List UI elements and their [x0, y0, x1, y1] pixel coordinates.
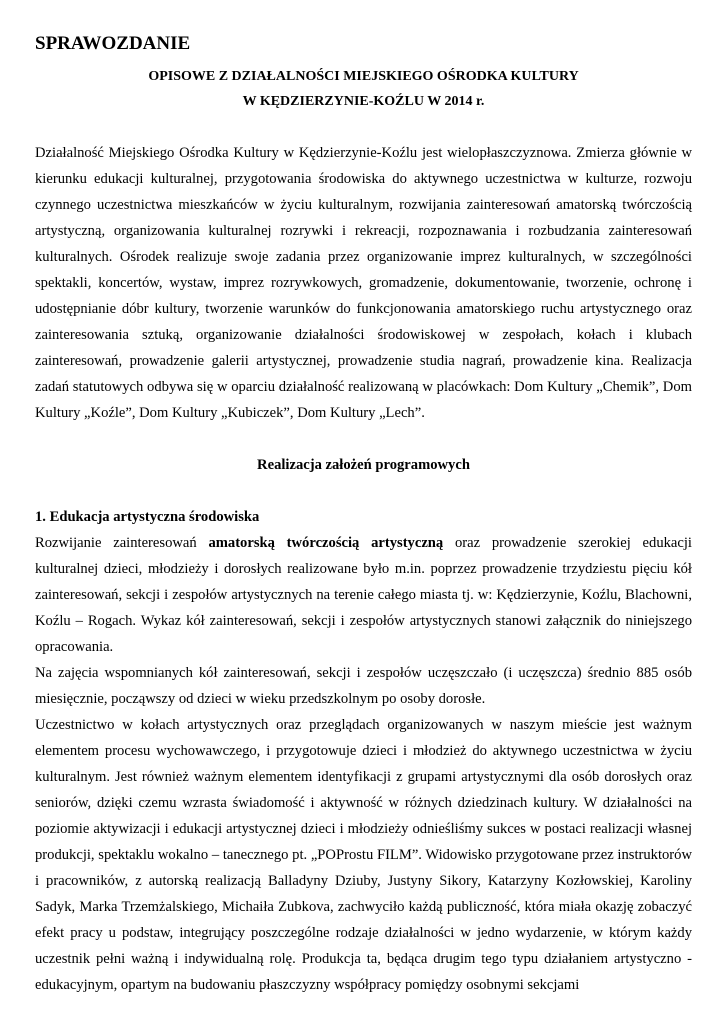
paragraph-1-rest: oraz prowadzenie szerokiej edukacji kulturalnej dzieci, młodzieży i dorosłych realizowane było m.in. poprzez prowadzenie trzydziestu pięciu kół zainteresowań, sekcji i zespołów artystycznych na terenie całego miasta tj. w: Kędzierzynie, Koźlu, Blachowni, Koźlu – Rogach. Wykaz kół zainteresowań, sekcji i zespołów artystycznych stanowi załącznik do niniejszego opracowania. — [35, 535, 692, 655]
paragraph-3: Uczestnictwo w kołach artystycznych oraz przeglądach organizowanych w naszym mieście jest ważnym elementem procesu wychowawczego, i przygotowuje dzieci i młodzież do aktywnego uczestnictwa w życiu kulturalnym. Jest również ważnym elementem identyfikacji z grupami artystycznymi dla osób dorosłych oraz seniorów, dzięki czemu wzrasta świadomość i aktywność w różnych dziedzinach kultury. W działalności na poziomie aktywizacji i edukacji artystycznej dzieci i młodzieży odnieśliśmy sukces w postaci realizacji własnej produkcji, spektaklu wokalno – tanecznego pt. „POProstu FILM”. Widowisko przygotowane przez instruktorów i pracowników, z autorską realizacją Balladyny Dziuby, Justyny Sikory, Katarzyny Kozłowskiej, Karoliny Sadyk, Marka Trzemżalskiego, Michaiła Zubkova, zachwyciło każdą publiczność, która miała okazję zobaczyć efekt pracy u podstaw, integrujący poszczególne rodzaje działalności w jedno wydarzenie, w którym każdy uczestnik pełni ważną i indywidualną rolę. Produkcja ta, będąca drugim tego typu działaniem artystyczno - edukacyjnym, opartym na budowaniu płaszczyzny współpracy pomiędzy osobnymi sekcjami — [35, 717, 692, 993]
paragraph-1 — [35, 530, 692, 660]
document-title: SPRAWOZDANIE — [35, 33, 191, 54]
subsection-heading: 1. Edukacja artystyczna środowiska — [35, 509, 260, 525]
document-subtitle-line1: OPISOWE Z DZIAŁALNOŚCI MIEJSKIEGO OŚRODKA KULTURY — [148, 69, 579, 84]
paragraph-1-bold-phrase: amatorską twórczością artystyczną — [208, 535, 444, 551]
document-subtitle-line2: W KĘDZIERZYNIE-KOŹLU W 2014 r. — [242, 94, 485, 109]
paragraph-2: Na zajęcia wspomnianych kół zainteresowań, sekcji i zespołów uczęszczało (i uczęszcza) średnio 885 osób miesięcznie, począwszy od dzieci w wieku przedszkolnym po osoby dorosłe. — [35, 665, 692, 707]
section-heading: Realizacja założeń programowych — [257, 457, 470, 473]
paragraph-1-start: Rozwijanie zainteresowań — [35, 535, 209, 551]
intro-paragraph: Działalność Miejskiego Ośrodka Kultury w Kędzierzynie-Koźlu jest wielopłaszczyznowa. Zmierza głównie w kierunku edukacji kulturalnej, przygotowania środowiska do aktywnego uczestnictwa w kulturze, rozwoju czynnego uczestnictwa mieszkańców w życiu kulturalnym, rozwijania zainteresowań amatorską twórczością artystyczną, organizowania kulturalnej rozrywki i rekreacji, rozpoznawania i rozbudzania zainteresowań kulturalnych. Ośrodek realizuje swoje zadania przez organizowanie imprez kulturalnych, w szczególności spektakli, koncertów, wystaw, imprez rozrywkowych, gromadzenie, dokumentowanie, tworzenie, ochronę i udostępnianie dóbr kultury, tworzenie warunków do funkcjonowania amatorskiego ruchu artystycznego oraz zainteresowania sztuką, organizowanie działalności środowiskowej w zespołach, kołach i klubach zainteresowań, prowadzenie galerii artystycznej, prowadzenie studia nagrań, prowadzenie kina. Realizacja zadań statutowych odbywa się w oparciu działalność realizowaną w placówkach: Dom Kultury „Chemik”, Dom Kultury „Koźle”, Dom Kultury „Kubiczek”, Dom Kultury „Lech”. — [35, 145, 692, 421]
